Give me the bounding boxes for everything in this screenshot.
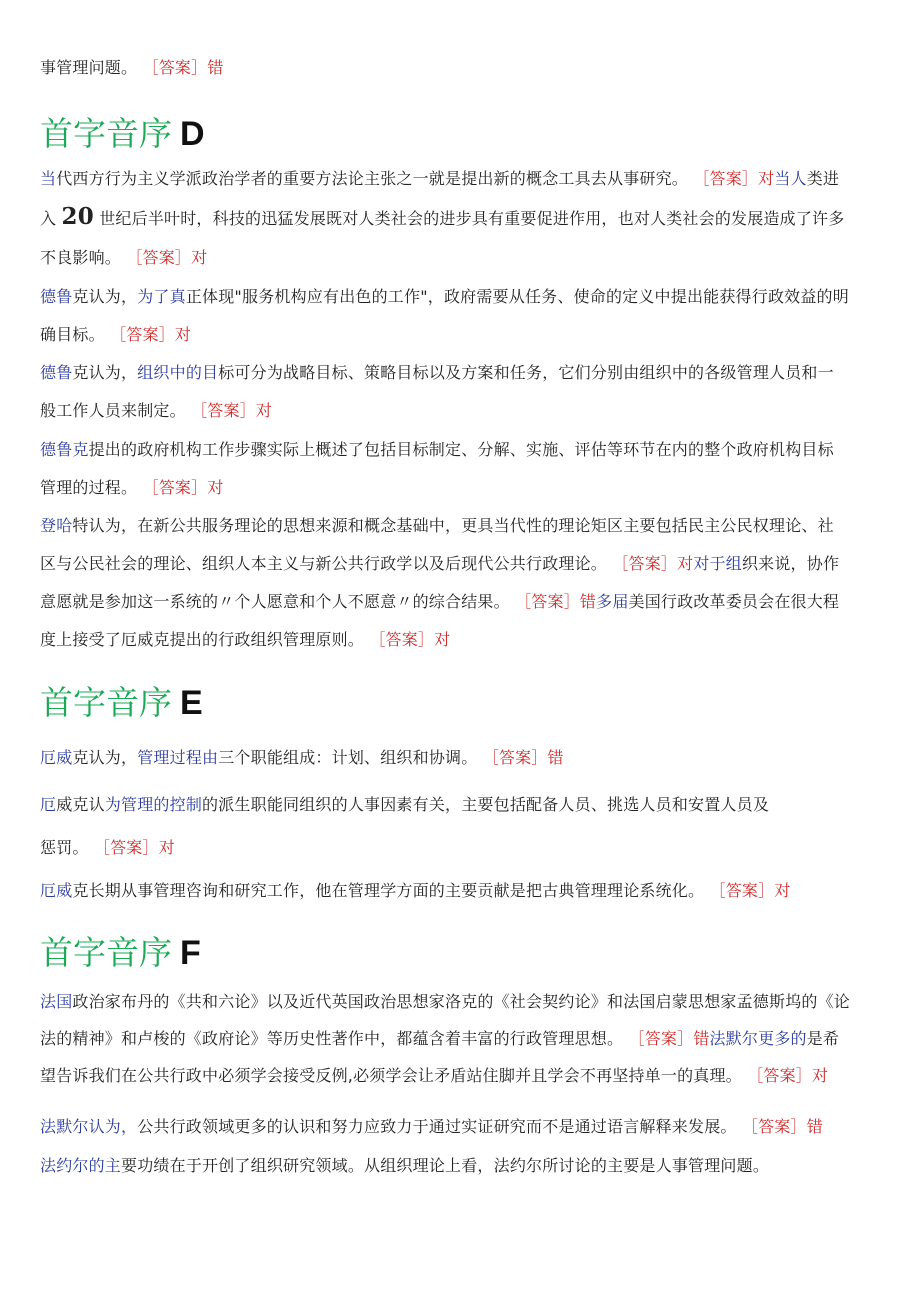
highlight-text: 法默尔认为， <box>40 1117 138 1136</box>
text-line <box>40 748 564 768</box>
text-line <box>40 325 191 345</box>
line-text: 特认为，在新公共服务理论的思想来源和概念基础中，更具当代性的理论矩区主要包括民主公民权理论、社 <box>72 516 834 535</box>
text-line <box>40 58 224 78</box>
line-text: 惩罚。 <box>40 838 89 857</box>
answer-tag: ［答案］错 <box>482 748 564 767</box>
line-text: 意愿就是参加这一系统的〃个人愿意和个人不愿意〃的综合结果。 <box>40 592 510 611</box>
line-text: 入 <box>40 209 57 228</box>
answer-tag: ［答案］错 <box>628 1029 710 1048</box>
line-text: 度上接受了厄威克提出的行政组织管理原则。 <box>40 630 365 649</box>
highlight-text: 法约尔的主 <box>40 1156 122 1175</box>
line-text: 克认为， <box>72 287 138 306</box>
highlight-text: 德鲁 <box>40 363 73 382</box>
text-line <box>40 248 207 268</box>
line-text: 克认为， <box>72 748 138 767</box>
answer-tag: ［答案］对 <box>126 248 208 267</box>
line-text: 是希 <box>806 1029 840 1048</box>
highlight-text: 法默尔更多的 <box>709 1029 807 1048</box>
section-letter: F <box>180 934 201 972</box>
text-line <box>40 203 845 230</box>
section-heading-f <box>40 927 201 974</box>
answer-tag: ［答案］对 <box>110 325 192 344</box>
highlight-text: 法国 <box>40 992 73 1011</box>
text-line <box>40 516 834 536</box>
text-line <box>40 592 839 612</box>
line-text: 政治家布丹的《共和六论》以及近代英国政治思想家洛克的《社会契约论》和法国启蒙思想家孟德斯坞的《论 <box>72 992 851 1011</box>
answer-tag: ［答案］对 <box>693 169 775 188</box>
highlight-text: 为了真 <box>137 287 186 306</box>
section-heading-text: 首字音序 <box>40 933 172 972</box>
text-line <box>40 630 450 650</box>
highlight-text: 厄威 <box>40 748 73 767</box>
text-line <box>40 363 834 383</box>
highlight-text: 对于组 <box>693 554 742 573</box>
text-line <box>40 992 850 1012</box>
answer-tag: ［答案］对 <box>709 881 791 900</box>
section-letter: D <box>180 115 205 153</box>
text-line <box>40 440 834 460</box>
text-line <box>40 881 791 901</box>
line-text: 要功绩在于开创了组织研究领域。从组织理论上看，法约尔所讨论的主要是人事管理问题。 <box>121 1156 770 1175</box>
line-text: 般工作人员来制定。 <box>40 401 186 420</box>
highlight-text: 当人 <box>774 169 807 188</box>
line-text: 世纪后半叶时，科技的迅猛发展既对人类社会的进步具有重要促进作用，也对人类社会的发展造成了许多 <box>99 209 845 228</box>
line-text: 正体现"服务机构应有出色的工作"，政府需要从任务、使命的定义中提出能获得行政效益的明 <box>185 287 849 306</box>
answer-tag: ［答案］错 <box>515 592 597 611</box>
text-line <box>40 401 272 421</box>
highlight-text: 为管理的控制 <box>104 795 203 814</box>
line-text: 管理的过程。 <box>40 478 138 497</box>
line-text: 的派生职能同组织的人事因素有关，主要包括配备人员、挑选人员和安置人员及 <box>202 795 770 814</box>
line-text: 三个职能组成：计划、组织和协调。 <box>218 748 478 767</box>
text-line <box>40 1117 823 1137</box>
line-text: 美国行政改革委员会在很大程 <box>628 592 840 611</box>
line-text: 不良影响。 <box>40 248 122 267</box>
line-text: 确目标。 <box>40 325 105 344</box>
line-text: 望告诉我们在公共行政中必须学会接受反例,必须学会让矛盾站住脚并且学会不再坚持单一的真理。 <box>40 1066 742 1085</box>
answer-tag: ［答案］对 <box>747 1066 829 1085</box>
section-letter: E <box>180 684 203 722</box>
text-line <box>40 795 769 815</box>
text-line <box>40 478 224 498</box>
text-line <box>40 287 849 307</box>
highlight-text: 德鲁克 <box>40 440 89 459</box>
answer-tag: ［答案］对 <box>612 554 694 573</box>
text-line <box>40 1029 839 1049</box>
text-line <box>40 1156 769 1176</box>
highlight-text: 多届 <box>596 592 629 611</box>
line-text: 标可分为战略目标、策略目标以及方案和任务，它们分别由组织中的各级管理人员和一 <box>218 363 834 382</box>
line-text: 事管理问题。 <box>40 58 138 77</box>
line-text: 法的精神》和卢梭的《政府论》等历史性著作中，都蕴含着丰富的行政管理思想。 <box>40 1029 624 1048</box>
highlight-text: 当 <box>40 169 57 188</box>
answer-tag: ［答案］错 <box>142 58 224 77</box>
line-text: 威克认 <box>56 795 105 814</box>
answer-tag: ［答案］对 <box>142 478 224 497</box>
text-line <box>40 554 839 574</box>
answer-tag: ［答案］对 <box>369 630 451 649</box>
section-heading-text: 首字音序 <box>40 114 172 153</box>
highlight-text: 厄 <box>40 795 57 814</box>
highlight-text: 厄威 <box>40 881 73 900</box>
highlight-text: 登哈 <box>40 516 73 535</box>
line-text: 区与公民社会的理论、组织人本主义与新公共行政学以及后现代公共行政理论。 <box>40 554 608 573</box>
section-heading-d <box>40 108 205 155</box>
section-heading-text: 首字音序 <box>40 683 172 722</box>
answer-tag: ［答案］错 <box>741 1117 823 1136</box>
line-text: 代西方行为主义学派政治学者的重要方法论主张之一就是提出新的概念工具去从事研究。 <box>56 169 689 188</box>
highlight-text: 德鲁 <box>40 287 73 306</box>
line-text: 织来说，协作 <box>741 554 840 573</box>
line-text: 克认为， <box>72 363 138 382</box>
section-heading-e <box>40 677 203 724</box>
answer-tag: ［答案］对 <box>93 838 175 857</box>
text-line <box>40 1066 828 1086</box>
year-number: 20 <box>61 203 94 230</box>
answer-tag: ［答案］对 <box>191 401 273 420</box>
line-text: 提出的政府机构工作步骤实际上概述了包括目标制定、分解、实施、评估等环节在内的整个政府机构目标 <box>88 440 834 459</box>
text-line <box>40 838 175 858</box>
text-line <box>40 169 839 189</box>
line-text: 类进 <box>806 169 840 188</box>
line-text: 公共行政领域更多的认识和努力应致力于通过实证研究而不是通过语言解释来发展。 <box>137 1117 737 1136</box>
highlight-text: 组织中的目 <box>137 363 219 382</box>
line-text: 克长期从事管理咨询和研究工作，他在管理学方面的主要贡献是把古典管理理论系统化。 <box>72 881 705 900</box>
highlight-text: 管理过程由 <box>137 748 219 767</box>
